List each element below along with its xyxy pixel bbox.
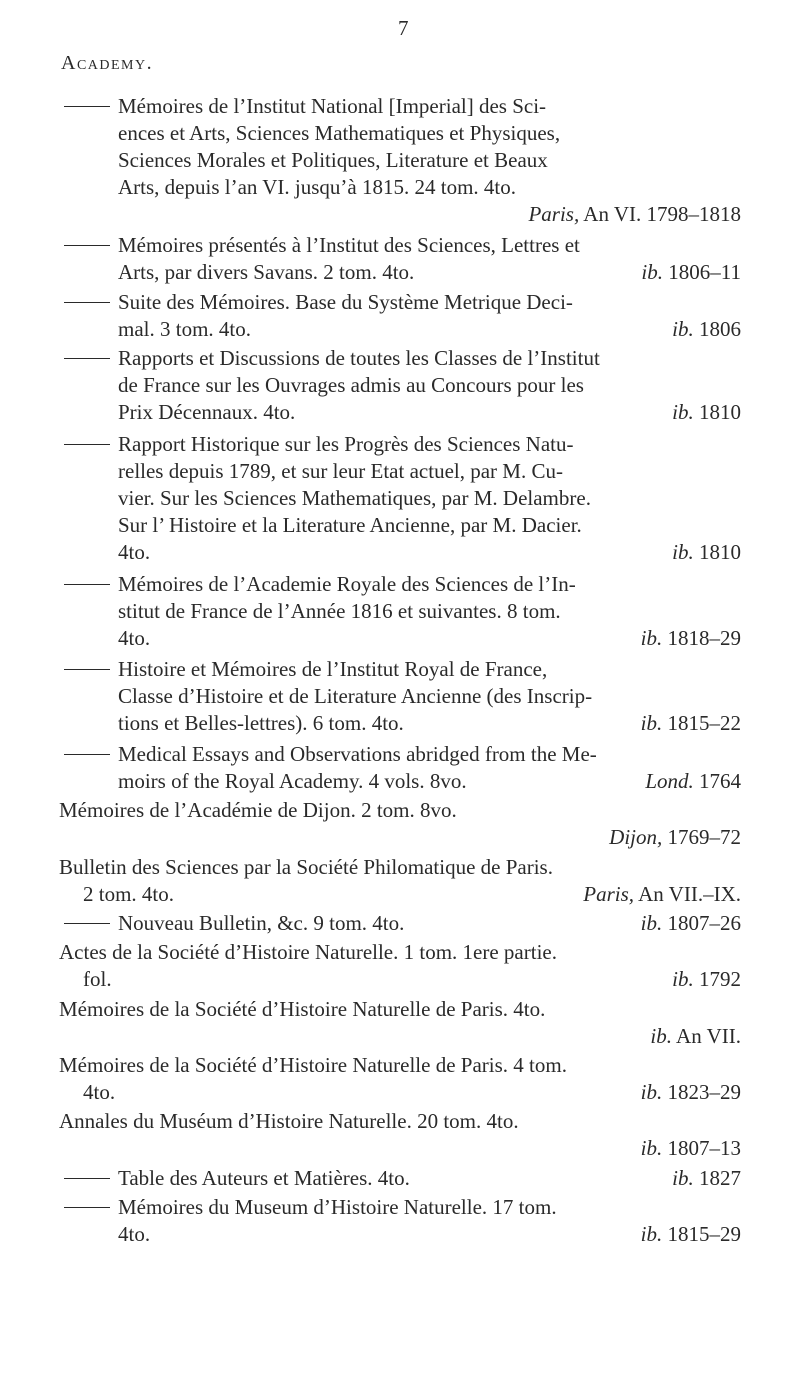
- ditto-rule: [64, 302, 110, 303]
- imprint: ib. 1807–13: [640, 1136, 741, 1160]
- imprint: ib. 1792: [672, 967, 741, 991]
- ditto-rule: [64, 669, 110, 670]
- ditto-rule: [64, 358, 110, 359]
- imprint: ib. 1806: [672, 317, 741, 341]
- imprint: ib. 1815–29: [640, 1222, 741, 1246]
- imprint: Paris, An VII.–IX.: [583, 882, 741, 906]
- imprint: Paris, An VI. 1798–1818: [528, 202, 741, 226]
- imprint: ib. 1807–26: [640, 911, 741, 935]
- imprint: ib. 1806–11: [641, 260, 741, 284]
- imprint: ib. 1810: [672, 540, 741, 564]
- running-head: Academy.: [61, 52, 154, 74]
- ditto-rule: [64, 106, 110, 107]
- ditto-rule: [64, 923, 110, 924]
- imprint: ib. 1823–29: [640, 1080, 741, 1104]
- imprint: ib. 1810: [672, 400, 741, 424]
- imprint: Lond. 1764: [645, 769, 741, 793]
- ditto-rule: [64, 245, 110, 246]
- imprint: Dijon, 1769–72: [609, 825, 741, 849]
- imprint: ib. An VII.: [650, 1024, 741, 1048]
- imprint: ib. 1818–29: [640, 626, 741, 650]
- ditto-rule: [64, 1207, 110, 1208]
- imprint: ib. 1827: [672, 1166, 741, 1190]
- page-number: 7: [398, 16, 409, 40]
- imprint: ib. 1815–22: [640, 711, 741, 735]
- ditto-rule: [64, 444, 110, 445]
- catalogue-page: 7 Academy. Mémoires de l’Institut National [Imperial] des Sci- ences et Arts, Sciences Mathematiques et Physiques, Sciences Morales et Politiques, Literature et Beaux Arts, depuis l’an VI. jusqu’à 1815. 24 tom. 4to. Paris, An VI. 1798–1818 Mémoires présentés à l’Institut des Sciences, Lettres et Arts, par divers Savans. 2 tom. 4to. ib. 1806–11 Suite des Mémoires. Base du Système Metrique Deci- mal. 3 tom. 4to. ib. 1806 Rapports et Discussions de toutes les Classes de l’Institut de France sur les Ouvrages admis au Concours pour les Prix Décennaux. 4to. ib. 1810 Rapport Historique sur les Progrès des Sciences Natu- relles depuis 1789, et sur leur Etat actuel, par M. Cu- vier. Sur les Sciences Mathematiques, par M. Delambre. Sur l’ Histoire et la Literature Ancienne, par M. Dacier. 4to. ib. 1810 Mémoires de l’Academie Royale des Sciences de l’In- stitut de France de l’Année 1816 et suivantes. 8 tom. 4to. ib. 1818–29 Histoire et Mémoires de l’Institut Royal de France, Classe d’Histoire et de Literature Ancienne (des Inscrip- tions et Belles-lettres). 6 tom. 4to. ib. 1815–22 Medical Essays and Observations abridged from the Me- moirs of the Royal Academy. 4 vols. 8vo. Lond. 1764 Mémoires de l’Académie de Dijon. 2 tom. 8vo. Dijon, 1769–72 Bulletin des Sciences par la Société Philomatique de Paris. 2 tom. 4to. Paris, An VII.–IX. Nouveau Bulletin, &c. 9 tom. 4to. ib. 1807–26 Actes de la Société d’Histoire Naturelle. 1 tom. 1ere partie. fol. ib. 1792 Mémoires de la Société d’Histoire Naturelle de Paris. 4to. ib. An VII. Mémoires de la Société d’Histoire Naturelle de Paris. 4 tom. 4to. ib. 1823–29 Annales du Muséum d’Histoire Naturelle. 20 tom. 4to. ib. 1807–13 Table des Auteurs et Matières. 4to. ib. 1827 Mémoires du Museum d’Histoire Naturelle. 17 tom. 4to. ib. 1815–29: [59, 16, 741, 1246]
- ditto-rule: [64, 754, 110, 755]
- ditto-rule: [64, 1178, 110, 1179]
- ditto-rule: [64, 584, 110, 585]
